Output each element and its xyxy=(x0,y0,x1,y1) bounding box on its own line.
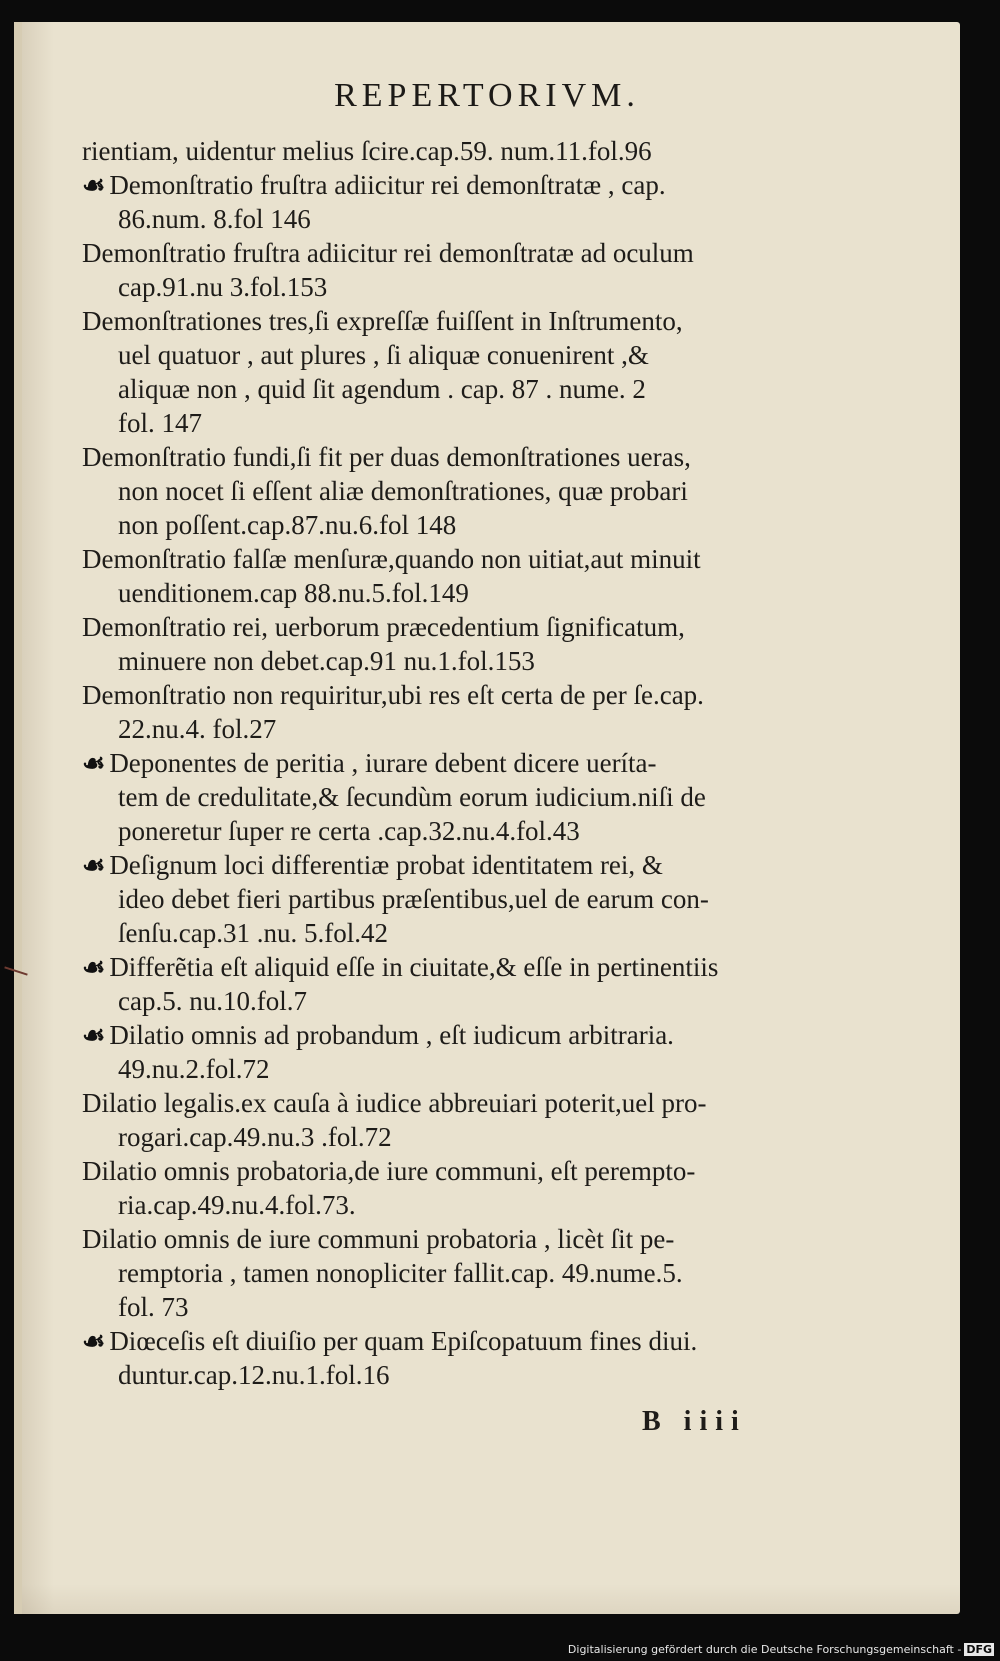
index-line-text: fol. 147 xyxy=(118,408,202,438)
paragraph-mark-icon: ☙ xyxy=(82,953,106,982)
index-line xyxy=(82,984,822,1018)
index-line-text: cap.91.nu 3.fol.153 xyxy=(118,272,328,302)
index-line-text: Dilatio omnis de iure communi probatoria , licèt ſit pe- xyxy=(82,1224,675,1254)
index-line xyxy=(82,236,822,270)
index-line xyxy=(82,338,822,372)
index-line-text: 49.nu.2.fol.72 xyxy=(118,1054,270,1084)
index-line-text: aliquæ non , quid ſit agendum . cap. 87 . nume. 2 xyxy=(118,374,646,404)
index-line xyxy=(82,1324,822,1358)
index-line xyxy=(82,1086,822,1120)
index-line-text: 86.num. 8.fol 146 xyxy=(118,204,311,234)
index-line xyxy=(82,304,822,338)
index-line xyxy=(82,508,822,542)
index-line xyxy=(82,916,822,950)
index-line-text: ſenſu.cap.31 .nu. 5.fol.42 xyxy=(118,918,388,948)
book-page xyxy=(14,22,960,1614)
index-line-text: remptoria , tamen nonopliciter fallit.cap. 49.nume.5. xyxy=(118,1258,683,1288)
index-line-text: Demonſtratio fruſtra adiicitur rei demonſtratæ , cap. xyxy=(109,170,666,200)
page-edge xyxy=(14,22,22,1614)
index-line xyxy=(82,542,822,576)
index-line-text: Demonſtratio non requiritur,ubi res eſt certa de per ſe.cap. xyxy=(82,680,704,710)
index-line-text: uel quatuor , aut plures , ſi aliquæ conuenirent ,& xyxy=(118,340,649,370)
index-line xyxy=(82,168,822,202)
index-line xyxy=(82,848,822,882)
index-line-text: poneretur ſuper re certa .cap.32.nu.4.fol.43 xyxy=(118,816,580,846)
index-line xyxy=(82,372,822,406)
index-line xyxy=(82,780,822,814)
index-line xyxy=(82,950,822,984)
index-line-text: non nocet ſi eſſent aliæ demonſtrationes, quæ probari xyxy=(118,476,688,506)
index-line xyxy=(82,1222,822,1256)
index-line xyxy=(82,712,822,746)
index-line-text: Diœceſis eſt diuiſio per quam Epiſcopatuum fines diui. xyxy=(109,1326,698,1356)
running-header: REPERTORIVM. xyxy=(334,77,640,114)
signature-mark: B iiii xyxy=(642,1406,747,1437)
index-line xyxy=(82,882,822,916)
index-line-text: rogari.cap.49.nu.3 .fol.72 xyxy=(118,1122,392,1152)
index-line-text: ria.cap.49.nu.4.fol.73. xyxy=(118,1190,356,1220)
index-line-text: duntur.cap.12.nu.1.fol.16 xyxy=(118,1360,390,1390)
index-line-text: cap.5. nu.10.fol.7 xyxy=(118,986,307,1016)
paragraph-mark-icon: ☙ xyxy=(82,1021,106,1050)
index-line xyxy=(82,610,822,644)
index-line-text: minuere non debet.cap.91 nu.1.fol.153 xyxy=(118,646,535,676)
index-line-text: Demonſtrationes tres,ſi expreſſæ fuiſſent in Inſtrumento, xyxy=(82,306,683,336)
index-line-text: Demonſtratio rei, uerborum præcedentium ſignificatum, xyxy=(82,612,685,642)
paragraph-mark-icon: ☙ xyxy=(82,851,106,880)
index-line-text: fol. 73 xyxy=(118,1292,189,1322)
index-line-text: rientiam, uidentur melius ſcire.cap.59. num.11.fol.96 xyxy=(82,136,652,166)
index-line xyxy=(82,440,822,474)
index-line xyxy=(82,270,822,304)
index-line-text: 22.nu.4. fol.27 xyxy=(118,714,277,744)
index-line xyxy=(82,1256,822,1290)
index-line-text: Dilatio legalis.ex cauſa à iudice abbreuiari poterit,uel pro- xyxy=(82,1088,707,1118)
index-line-text: ideo debet fieri partibus præſentibus,uel de earum con- xyxy=(118,884,709,914)
digitization-credit xyxy=(568,1643,994,1656)
index-line-text: Deſignum loci differentiæ probat identitatem rei, & xyxy=(109,850,663,880)
index-line xyxy=(82,474,822,508)
index-line xyxy=(82,644,822,678)
index-line xyxy=(82,746,822,780)
index-line-text: Dilatio omnis probatoria,de iure communi, eſt perempto- xyxy=(82,1156,696,1186)
index-line-text: tem de credulitate,& ſecundùm eorum iudicium.niſi de xyxy=(118,782,706,812)
index-line xyxy=(82,1358,822,1392)
index-line xyxy=(82,202,822,236)
paragraph-mark-icon: ☙ xyxy=(82,749,106,778)
index-line-text: Demonſtratio fundi,ſi fit per duas demonſtrationes ueras, xyxy=(82,442,691,472)
index-line xyxy=(82,134,822,168)
index-line xyxy=(82,406,822,440)
paragraph-mark-icon: ☙ xyxy=(82,171,106,200)
index-line xyxy=(82,678,822,712)
index-entries xyxy=(82,134,822,1392)
index-line-text: Differẽtia eſt aliquid eſſe in ciuitate,& eſſe in pertinentiis xyxy=(109,952,719,982)
index-line xyxy=(82,814,822,848)
dfg-logo: DFG xyxy=(966,1643,992,1656)
index-line xyxy=(82,576,822,610)
index-line-text: Dilatio omnis ad probandum , eſt iudicum arbitraria. xyxy=(109,1020,674,1050)
index-line xyxy=(82,1120,822,1154)
credit-text: Digitalisierung gefördert durch die Deutsche Forschungsgemeinschaft - xyxy=(567,1643,962,1656)
index-line-text: non poſſent.cap.87.nu.6.fol 148 xyxy=(118,510,457,540)
index-line xyxy=(82,1188,822,1222)
index-line-text: uenditionem.cap 88.nu.5.fol.149 xyxy=(118,578,469,608)
index-line-text: Demonſtratio falſæ menſuræ,quando non uitiat,aut minuit xyxy=(82,544,701,574)
index-line xyxy=(82,1290,822,1324)
index-line xyxy=(82,1052,822,1086)
index-line xyxy=(82,1018,822,1052)
index-line-text: Demonſtratio fruſtra adiicitur rei demonſtratæ ad oculum xyxy=(82,238,694,268)
index-line xyxy=(82,1154,822,1188)
paragraph-mark-icon: ☙ xyxy=(82,1327,106,1356)
index-line-text: Deponentes de peritia , iurare debent dicere ueríta- xyxy=(109,748,657,778)
